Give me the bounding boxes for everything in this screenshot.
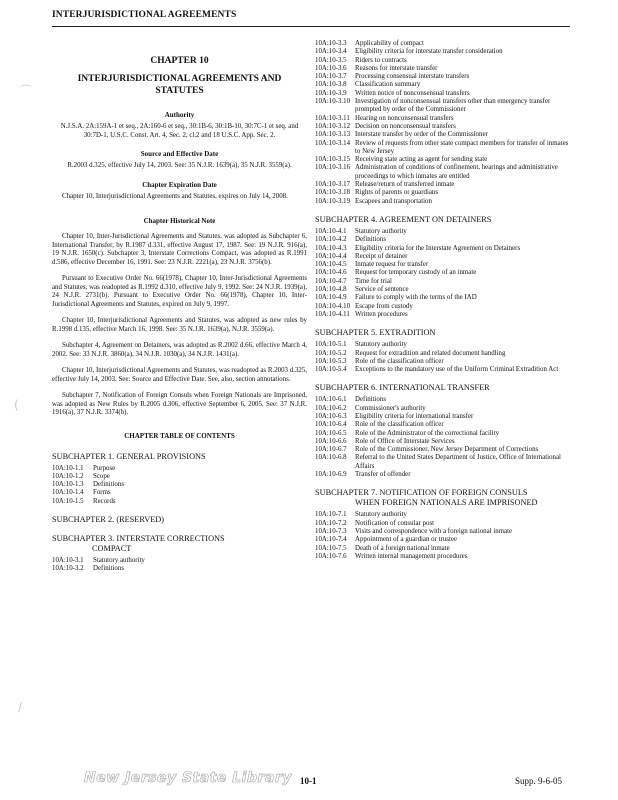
source-heading: Source and Effective Date — [140, 150, 219, 158]
subchapter-heading[interactable] — [315, 488, 575, 508]
subchapter-heading-text: SUBCHAPTER 4. AGREEMENT ON DETAINERS — [315, 214, 492, 224]
section-code: 10A:10-7.1 — [315, 511, 347, 519]
toc-entry[interactable] — [315, 553, 575, 561]
history-paragraph: Subchapter 7, Notification of Foreign Consuls when Foreign Nationals are Imprisoned, was adopted as New Rules by R.2005 d.306, effective September 6, 2005. See: 37 N.J.R. 1916(a), 37 N.J.R. 3374(b). — [52, 392, 307, 416]
subchapter-heading-text: SUBCHAPTER 3. INTERSTATE CORRECTIONS — [52, 533, 225, 543]
subchapter-heading-text: SUBCHAPTER 2. (RESERVED) — [52, 514, 165, 524]
section-title: Riders to contracts — [355, 56, 407, 64]
section-title: Notification of consular post — [355, 519, 435, 527]
section-title: Role of the classification officer — [355, 357, 444, 365]
section-title: Applicability of compact — [355, 40, 424, 47]
section-code: 10A:10-1.2 — [52, 472, 84, 480]
authority-text: N.J.S.A. 2A:159A-1 et seq., 2A:160-6 et seq., 30:1B-6, 30:1B-10, 30:7C-1 et seq. and 30:7D-1, U.S.C. Const. Art. 4, Sec. 2, cl.2 and 18 U.S.C. App. Sec. 2. — [60, 123, 299, 139]
subchapter-heading[interactable] — [315, 328, 575, 338]
subchapter-heading-continued: WHEN FOREIGN NATIONALS ARE IMPRISONED — [355, 498, 538, 508]
page-number: 10-1 — [300, 776, 317, 786]
toc-entry[interactable] — [315, 236, 575, 244]
section-title: Review of requests from other state compact members for transfer of inmates to New Jersey — [355, 139, 569, 155]
toc-entry[interactable] — [315, 350, 575, 358]
section-title: Role of the Commissioner, New Jersey Department of Corrections — [355, 446, 539, 454]
section-code: 10A:10-6.8 — [315, 454, 347, 462]
subchapter-heading[interactable] — [315, 383, 575, 393]
section-code: 10A:10-3.13 — [315, 131, 351, 139]
toc-entry[interactable] — [315, 140, 575, 157]
subchapter-heading-text: SUBCHAPTER 7. NOTIFICATION OF FOREIGN CONSULS — [315, 488, 528, 498]
section-code: 10A:10-3.9 — [315, 89, 347, 97]
section-code: 10A:10-4.2 — [315, 236, 347, 244]
library-watermark: New Jersey State Library — [84, 770, 292, 786]
section-title: Administration of conditions of confinement, hearings and administrative proceedings to which inmates are entitled — [355, 164, 558, 180]
margin-mark-icon: ⌒ — [20, 84, 33, 98]
toc-entry[interactable] — [315, 115, 575, 123]
toc-entry[interactable] — [315, 366, 575, 374]
running-header: INTERJURISDICTIONAL AGREEMENTS — [52, 10, 237, 20]
section-title: Commissioner's authority — [355, 404, 426, 412]
toc-entry[interactable] — [315, 405, 575, 413]
source-block — [52, 150, 307, 171]
section-code: 10A:10-3.10 — [315, 98, 351, 106]
toc-entry[interactable] — [315, 341, 575, 349]
toc-subchapter — [52, 515, 307, 525]
section-code: 10A:10-4.10 — [315, 302, 351, 310]
section-title: Records — [93, 497, 116, 505]
section-title: Statutory authority — [355, 511, 407, 519]
history-paragraph: Pursuant to Executive Order No. 66(1978), Chapter 10, Inter-Jurisdictional Agreements and Statutes, was readopted as R.1992 d.310, effective July 9, 1992. See: 24 N.J.R. 1939(a), 24 N.J.R. 2731(b). Pursuant to Executive Order No. 66(1978), Chapter 10, Inter-Jurisdictional Agreements and Statutes, expired on July 9, 1997. — [52, 275, 307, 308]
subchapter-heading-text: SUBCHAPTER 5. EXTRADITION — [315, 328, 436, 338]
toc-entry[interactable] — [315, 90, 575, 98]
header-rule — [52, 26, 570, 27]
section-code: 10A:10-4.1 — [315, 227, 347, 235]
toc-left — [52, 452, 307, 574]
toc-entry[interactable] — [315, 520, 575, 528]
section-title: Transfer of offender — [355, 471, 411, 479]
subchapter-heading[interactable] — [52, 452, 307, 462]
section-title: Failure to comply with the terms of the IAD — [355, 294, 477, 302]
history-paragraph: Chapter 10, Interjurisdictional Agreements and Statutes, was readopted as R.2003 d.325, effective July 14, 2003. See: Source and Effective Date. See, also, section annotations. — [52, 367, 307, 383]
toc-heading: CHAPTER TABLE OF CONTENTS — [124, 431, 235, 440]
section-code: 10A:10-7.5 — [315, 544, 347, 552]
section-code: 10A:10-6.1 — [315, 396, 347, 404]
subchapter-heading-text: SUBCHAPTER 1. GENERAL PROVISIONS — [52, 451, 206, 461]
section-code: 10A:10-3.3 — [315, 40, 347, 47]
section-code: 10A:10-4.11 — [315, 310, 350, 318]
section-code: 10A:10-3.17 — [315, 181, 351, 189]
subchapter-heading[interactable] — [52, 515, 307, 525]
section-code: 10A:10-3.11 — [315, 114, 350, 122]
section-title: Decision on nonconsensual transfers — [355, 122, 456, 130]
toc-entry[interactable] — [315, 311, 575, 319]
toc-entry[interactable] — [315, 228, 575, 236]
section-code: 10A:10-3.2 — [52, 565, 84, 573]
section-title: Classification summary — [355, 81, 421, 89]
toc-entry[interactable] — [315, 294, 575, 302]
section-title: Hearing on nonconsensual transfers — [355, 114, 454, 122]
section-title: Written internal management procedures — [355, 552, 468, 560]
section-title: Statutory authority — [93, 556, 145, 564]
section-code: 10A:10-1.5 — [52, 497, 84, 505]
section-title: Visits and correspondence with a foreign national inmate — [355, 527, 513, 535]
section-code: 10A:10-7.3 — [315, 527, 347, 535]
section-code: 10A:10-1.4 — [52, 489, 84, 497]
section-title: Eligibility criteria for international transfer — [355, 412, 474, 420]
toc-subchapter — [315, 488, 575, 561]
section-title: Definitions — [93, 481, 125, 489]
section-title: Statutory authority — [355, 227, 407, 235]
toc-entry[interactable] — [315, 65, 575, 73]
section-code: 10A:10-5.3 — [315, 357, 347, 365]
section-code: 10A:10-4.9 — [315, 294, 347, 302]
section-code: 10A:10-4.3 — [315, 244, 347, 252]
toc-entry[interactable] — [315, 536, 575, 544]
section-code: 10A:10-1.1 — [52, 464, 84, 472]
section-code: 10A:10-3.18 — [315, 189, 351, 197]
section-code: 10A:10-4.6 — [315, 269, 347, 277]
section-title: Referral to the United States Department of Justice, Office of International Affairs — [355, 454, 561, 470]
toc-entry[interactable] — [315, 245, 575, 253]
section-code: 10A:10-4.5 — [315, 261, 347, 269]
section-title: Forms — [93, 489, 111, 497]
section-code: 10A:10-6.4 — [315, 421, 347, 429]
section-title: Role of Office of Interstate Services — [355, 437, 455, 445]
right-column — [315, 40, 575, 570]
toc-entry[interactable] — [315, 358, 575, 366]
toc-subchapter — [52, 452, 307, 506]
toc-entry[interactable] — [315, 156, 575, 164]
authority-heading: Authority — [164, 111, 195, 119]
section-code: 10A:10-4.7 — [315, 277, 347, 285]
expiration-heading: Chapter Expiration Date — [142, 180, 217, 189]
section-code: 10A:10-3.7 — [315, 73, 347, 81]
section-code: 10A:10-3.15 — [315, 156, 351, 164]
section-code: 10A:10-5.1 — [315, 341, 347, 349]
section-title: Inmate request for transfer — [355, 261, 429, 269]
toc-entry[interactable] — [315, 48, 575, 56]
section-title: Reasons for interstate transfer — [355, 64, 438, 72]
section-title: Definitions — [93, 565, 125, 573]
section-title: Service of sentence — [355, 286, 409, 294]
toc-entry[interactable] — [315, 123, 575, 131]
section-code: 10A:10-4.4 — [315, 252, 347, 260]
left-column — [52, 44, 307, 583]
section-code: 10A:10-3.1 — [52, 556, 84, 564]
toc-entry[interactable] — [315, 438, 575, 446]
margin-mark-icon: ( — [14, 398, 19, 412]
toc-entry[interactable] — [315, 454, 575, 471]
toc-entry[interactable] — [315, 303, 575, 311]
toc-entry[interactable] — [315, 446, 575, 454]
toc-entry[interactable] — [315, 98, 575, 115]
toc-entry[interactable] — [315, 189, 575, 197]
toc-entry[interactable] — [52, 498, 307, 506]
section-title: Death of a foreign national inmate — [355, 544, 450, 552]
history-heading: Chapter Historical Note — [143, 217, 216, 225]
toc-entry[interactable] — [315, 528, 575, 536]
toc-entry[interactable] — [315, 269, 575, 277]
toc-entry[interactable] — [315, 164, 575, 181]
section-title: Eligibility criteria for interstate transfer consideration — [355, 48, 503, 56]
section-title: Eligibility criteria for the Interstate Agreement on Detainers — [355, 244, 521, 252]
section-title: Rights of parents or guardians — [355, 189, 439, 197]
section-title: Receipt of detainer — [355, 252, 408, 260]
toc-entry[interactable] — [315, 253, 575, 261]
toc-entry[interactable] — [315, 198, 575, 206]
subchapter-heading-continued: COMPACT — [92, 543, 132, 553]
section-title: Written procedures — [355, 310, 408, 318]
section-code: 10A:10-6.3 — [315, 412, 347, 420]
toc-entry[interactable] — [315, 181, 575, 189]
section-code: 10A:10-3.8 — [315, 81, 347, 89]
toc-entry[interactable] — [52, 473, 307, 481]
toc-entry[interactable] — [315, 131, 575, 139]
toc-subchapter — [52, 534, 307, 574]
supplement-date: Supp. 9-6-05 — [515, 776, 562, 786]
toc-subchapter — [315, 215, 575, 319]
toc-entry[interactable] — [315, 73, 575, 81]
section-code: 10A:10-3.16 — [315, 164, 351, 172]
section-title: Processing consensual interstate transfers — [355, 73, 470, 81]
section-code: 10A:10-1.3 — [52, 481, 84, 489]
section-title: Escapees and transportation — [355, 197, 432, 205]
section-code: 10A:10-3.12 — [315, 122, 351, 130]
section-title: Time for trial — [355, 277, 392, 285]
section-title: Request for temporary custody of an inmate — [355, 269, 477, 277]
section-code: 10A:10-3.19 — [315, 197, 351, 205]
section-title: Request for extradition and related document handling — [355, 349, 506, 357]
toc-entry[interactable] — [52, 481, 307, 489]
section-code: 10A:10-4.8 — [315, 286, 347, 294]
subchapter-heading[interactable] — [52, 534, 307, 554]
toc-entry[interactable] — [315, 471, 575, 479]
toc-entry[interactable] — [315, 430, 575, 438]
section-title: Role of the Administrator of the correctional facility — [355, 429, 500, 437]
toc-right — [315, 40, 575, 561]
section-title: Exceptions to the mandatory use of the Uniform Criminal Extradition Act — [355, 366, 559, 374]
history-paragraph: Chapter 10, Interjurisdictional Agreements and Statutes, was adopted as new rules by R.1998 d.135, effective March 16, 1998. See: 35 N.J.R. 1639(a), N.J.R. 3559(a). — [52, 317, 307, 333]
history-paragraph: Chapter 10, Inter-Jurisdictional Agreements and Statutes, was adopted as Subchapter 6, International Transfer, by R.1987 d.331, effective August 17, 1987. See: 19 N.J.R. 916(a), 19 N.J.R. 1650(c). Subchapter 3, Interstate Corrections Compact, was adopted as R.1991 d.586, effective December 16, 1991. See: 23 N.J.R. 2221(a), 23 N.J.R. 3756(b). — [52, 233, 307, 266]
section-code: 10A:10-6.2 — [315, 404, 347, 412]
section-code: 10A:10-7.4 — [315, 536, 347, 544]
section-code: 10A:10-6.9 — [315, 471, 347, 479]
section-title: Appointment of a guardian or trustee — [355, 536, 457, 544]
section-code: 10A:10-6.7 — [315, 446, 347, 454]
toc-entry[interactable] — [315, 261, 575, 269]
section-code: 10A:10-5.2 — [315, 349, 347, 357]
section-title: Release/return of transferred inmate — [355, 181, 455, 189]
section-code: 10A:10-3.6 — [315, 64, 347, 72]
subchapter-heading-text: SUBCHAPTER 6. INTERNATIONAL TRANSFER — [315, 383, 490, 393]
chapter-title: INTERJURISDICTIONAL AGREEMENTS AND STATUTES — [77, 74, 282, 96]
toc-entry[interactable] — [315, 413, 575, 421]
toc-entry[interactable] — [315, 81, 575, 89]
toc-entry[interactable] — [52, 565, 307, 573]
toc-entry[interactable] — [52, 465, 307, 473]
section-title: Role of the classification officer — [355, 421, 444, 429]
section-title: Investigation of nonconsensual transfers other than emergency transfer prompted by order of the Commissioner — [355, 98, 551, 114]
section-code: 10A:10-6.5 — [315, 429, 347, 437]
section-code: 10A:10-7.6 — [315, 552, 347, 560]
history-notes — [52, 233, 307, 418]
section-code: 10A:10-3.5 — [315, 56, 347, 64]
section-title: Definitions — [355, 396, 387, 404]
toc-entry[interactable] — [315, 40, 575, 48]
chapter-label: CHAPTER 10 — [150, 56, 209, 66]
toc-subchapter — [315, 40, 575, 206]
section-title: Purpose — [93, 464, 116, 472]
toc-entry[interactable] — [315, 57, 575, 65]
section-code: 10A:10-7.2 — [315, 519, 347, 527]
section-title: Receiving state acting as agent for sending state — [355, 156, 488, 164]
toc-entry[interactable] — [315, 286, 575, 294]
history-paragraph: Subchapter 4, Agreement on Detainers, was adopted as R.2002 d.66, effective March 4, 2002. See: 33 N.J.R. 3860(a), 34 N.J.R. 1030(a), 34 N.J.R. 1431(a). — [52, 342, 307, 358]
subchapter-heading[interactable] — [315, 215, 575, 225]
section-code: 10A:10-3.4 — [315, 48, 347, 56]
toc-entry[interactable] — [315, 511, 575, 519]
toc-entry[interactable] — [315, 545, 575, 553]
toc-subchapter — [315, 383, 575, 479]
section-code: 10A:10-6.6 — [315, 437, 347, 445]
toc-subchapter — [315, 328, 575, 374]
section-code: 10A:10-3.14 — [315, 139, 351, 147]
toc-entry[interactable] — [315, 421, 575, 429]
margin-mark-icon: / — [18, 700, 23, 714]
toc-entry[interactable] — [52, 557, 307, 565]
section-title: Escape from custody — [355, 302, 413, 310]
expiration-text: Chapter 10, Interjurisdictional Agreements and Statutes, expires on July 14, 2008. — [62, 192, 288, 200]
section-title: Interstate transfer by order of the Commissioner — [355, 131, 488, 139]
authority-block — [52, 111, 307, 140]
section-title: Written notice of nonconsensual transfers — [355, 89, 470, 97]
toc-entry[interactable] — [52, 489, 307, 497]
expiration-block — [52, 181, 307, 202]
section-title: Scope — [93, 472, 110, 480]
section-code: 10A:10-5.4 — [315, 366, 347, 374]
source-text: R.2003 d.325, effective July 14, 2003. See: 35 N.J.R. 1639(a), 35 N.J.R. 3559(a). — [67, 162, 292, 169]
toc-entry[interactable] — [315, 396, 575, 404]
toc-entry[interactable] — [315, 278, 575, 286]
section-title: Definitions — [355, 236, 387, 244]
section-title: Statutory authority — [355, 341, 407, 349]
